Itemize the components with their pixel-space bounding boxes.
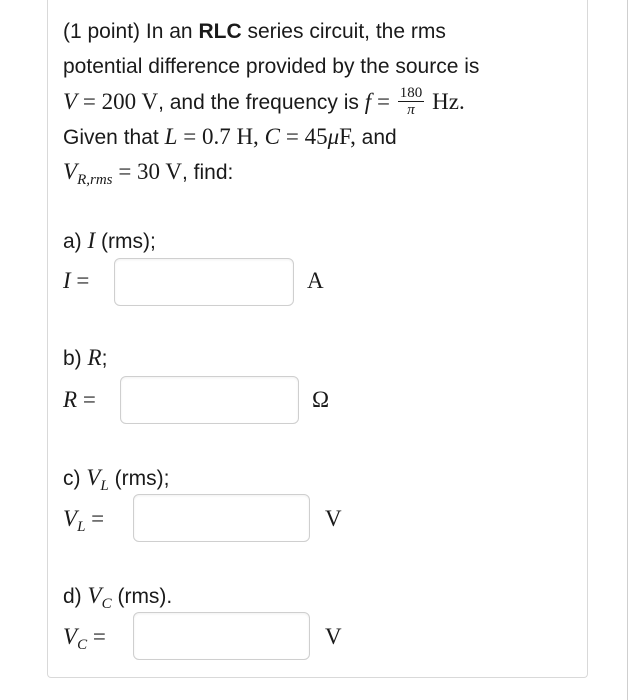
frequency-numerator: 180	[399, 84, 423, 101]
part-d-label: d) $V_C$ (rms).	[63, 583, 173, 612]
problem-line-4: Given that L = 0.7 H, C = 45μF, and	[63, 124, 397, 149]
capacitor-voltage-unit: V	[325, 624, 342, 649]
source-voltage-symbol: V	[63, 89, 78, 114]
inductance-symbol: L	[164, 124, 178, 149]
capacitor-voltage-answer-input[interactable]	[133, 612, 310, 660]
frequency-denominator: π	[407, 101, 415, 118]
current-answer-input[interactable]	[114, 258, 294, 306]
problem-statement	[63, 14, 583, 189]
part-b-label: b) R;	[63, 345, 108, 370]
problem-line-3: V = 200 V, and the frequency is f = $\frac{180}{\pi}$ Hz.	[63, 84, 465, 118]
capacitance-symbol: C	[264, 124, 280, 149]
part-b-equation: R =	[63, 387, 96, 412]
resistor-voltage-value: = 30 V	[118, 159, 182, 184]
inductor-voltage-answer-input[interactable]	[133, 494, 310, 542]
capacitance-value: = 45	[285, 124, 328, 149]
part-a-label: a) I (rms);	[63, 228, 156, 253]
problem-line-2: potential difference provided by the source is	[63, 55, 480, 78]
inductor-voltage-unit: V	[325, 506, 342, 531]
source-voltage-value: = 200 V	[82, 89, 159, 114]
part-c-label: c) $V_L$ (rms);	[63, 465, 170, 494]
resistance-answer-input[interactable]	[120, 376, 299, 424]
problem-line-1: (1 point) In an RLC series circuit, the rms	[63, 20, 446, 43]
frequency-symbol: f	[364, 89, 372, 114]
resistor-voltage-symbol: V	[63, 159, 78, 184]
circuit-type: RLC	[198, 20, 242, 43]
part-a-equation: I =	[63, 268, 90, 293]
page-divider	[627, 0, 628, 700]
part-c-equation: $V_L$ =	[63, 506, 105, 535]
resistance-unit: Ω	[312, 387, 330, 412]
capacitance-unit: F,	[339, 124, 356, 149]
frequency-unit: Hz.	[432, 89, 465, 114]
part-d-equation: $V_C$ =	[63, 624, 106, 653]
problem-line-5: $V_{R,rms} = 30$ V, find:	[63, 159, 234, 188]
frequency-fraction	[398, 85, 425, 118]
inductance-value: = 0.7 H,	[183, 124, 259, 149]
current-unit: A	[307, 268, 324, 293]
points-label: (1 point)	[63, 20, 141, 43]
